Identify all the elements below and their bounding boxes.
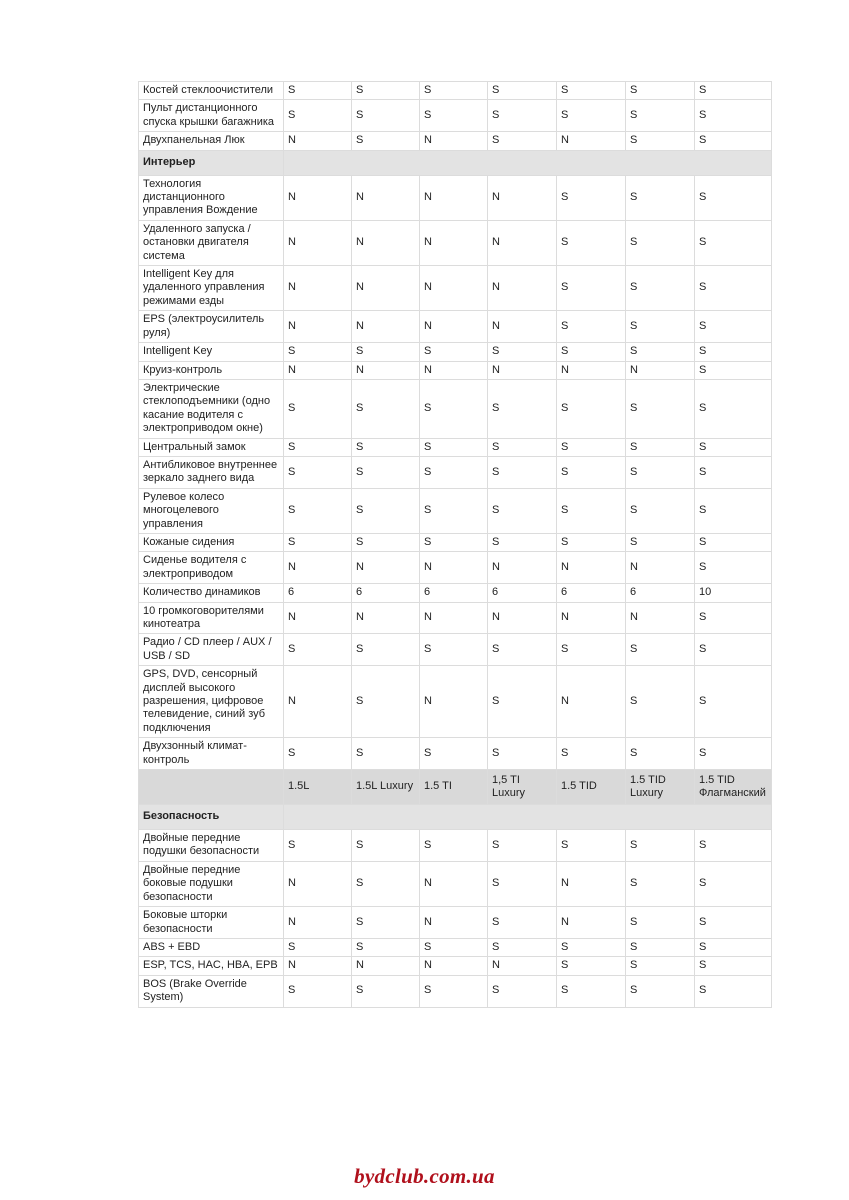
value-cell: S <box>352 533 420 551</box>
value-cell: S <box>695 634 772 666</box>
value-cell: S <box>626 438 695 456</box>
table-row <box>139 379 772 438</box>
value-cell: S <box>626 830 695 862</box>
value-cell: S <box>557 738 626 770</box>
value-cell: S <box>557 456 626 488</box>
feature-label: Антибликовое внутреннее зеркало заднего вида <box>139 456 284 488</box>
value-cell: S <box>488 82 557 100</box>
value-cell: S <box>557 488 626 533</box>
value-cell: S <box>695 666 772 738</box>
value-cell: N <box>420 666 488 738</box>
feature-label: GPS, DVD, сенсорный дисплей высокого разрешения, цифровое телевидение, синий зуб подключения <box>139 666 284 738</box>
value-cell: S <box>284 438 352 456</box>
value-cell: S <box>284 975 352 1007</box>
value-cell: S <box>420 82 488 100</box>
value-cell: N <box>420 957 488 975</box>
section-header-blank <box>284 150 772 175</box>
feature-label: Intelligent Key <box>139 343 284 361</box>
value-cell: N <box>557 132 626 150</box>
value-cell: N <box>420 220 488 265</box>
value-cell: S <box>626 907 695 939</box>
value-cell: S <box>626 738 695 770</box>
value-cell: S <box>626 379 695 438</box>
value-cell: N <box>557 907 626 939</box>
value-cell: S <box>557 266 626 311</box>
feature-label: Технология дистанционного управления Вождение <box>139 175 284 220</box>
table-row <box>139 82 772 100</box>
value-cell: S <box>695 975 772 1007</box>
value-cell: N <box>420 552 488 584</box>
table-row <box>139 907 772 939</box>
value-cell: S <box>695 488 772 533</box>
value-cell: N <box>557 861 626 906</box>
value-cell: S <box>284 379 352 438</box>
value-cell: N <box>488 552 557 584</box>
model-name-cell: 1,5 TI Luxury <box>488 770 557 805</box>
specification-table <box>138 81 772 1008</box>
table-row <box>139 343 772 361</box>
table-row <box>139 175 772 220</box>
value-cell: 6 <box>557 584 626 602</box>
value-cell: S <box>557 379 626 438</box>
value-cell: S <box>284 738 352 770</box>
value-cell: S <box>695 100 772 132</box>
feature-label: Центральный замок <box>139 438 284 456</box>
table-row <box>139 975 772 1007</box>
feature-label: Сиденье водителя с электроприводом <box>139 552 284 584</box>
value-cell: S <box>488 634 557 666</box>
feature-label: Радио / CD плеер / AUX / USB / SD <box>139 634 284 666</box>
value-cell: N <box>352 220 420 265</box>
value-cell: N <box>557 602 626 634</box>
value-cell: S <box>488 438 557 456</box>
value-cell: N <box>420 311 488 343</box>
value-cell: S <box>695 907 772 939</box>
table-row <box>139 132 772 150</box>
model-name-cell: 1.5 TID Luxury <box>626 770 695 805</box>
value-cell: S <box>284 533 352 551</box>
value-cell: S <box>695 311 772 343</box>
feature-label: Двойные передние боковые подушки безопасности <box>139 861 284 906</box>
section-header-row <box>139 805 772 830</box>
value-cell: N <box>284 552 352 584</box>
table-row <box>139 738 772 770</box>
value-cell: S <box>284 634 352 666</box>
value-cell: S <box>695 266 772 311</box>
value-cell: S <box>420 533 488 551</box>
value-cell: S <box>557 438 626 456</box>
value-cell: S <box>488 830 557 862</box>
value-cell: 6 <box>284 584 352 602</box>
value-cell: S <box>284 456 352 488</box>
value-cell: S <box>695 132 772 150</box>
value-cell: S <box>695 438 772 456</box>
feature-label: 10 громкоговорителями кинотеатра <box>139 602 284 634</box>
value-cell: S <box>420 938 488 956</box>
feature-label: EPS (электроусилитель руля) <box>139 311 284 343</box>
value-cell: S <box>420 379 488 438</box>
value-cell: S <box>488 379 557 438</box>
feature-label: Пульт дистанционного спуска крышки багажника <box>139 100 284 132</box>
value-cell: S <box>557 938 626 956</box>
model-name-cell: 1.5L Luxury <box>352 770 420 805</box>
value-cell: S <box>695 938 772 956</box>
specification-table-body <box>139 82 772 1008</box>
value-cell: S <box>420 100 488 132</box>
value-cell: S <box>626 311 695 343</box>
value-cell: S <box>626 957 695 975</box>
feature-label: Круиз-контроль <box>139 361 284 379</box>
value-cell: 6 <box>488 584 557 602</box>
value-cell: N <box>284 861 352 906</box>
table-row <box>139 666 772 738</box>
value-cell: N <box>352 552 420 584</box>
value-cell: S <box>488 666 557 738</box>
table-row <box>139 220 772 265</box>
value-cell: S <box>695 343 772 361</box>
value-cell: S <box>488 738 557 770</box>
value-cell: S <box>420 343 488 361</box>
feature-label: Удаленного запуска / остановки двигателя система <box>139 220 284 265</box>
value-cell: N <box>420 175 488 220</box>
value-cell: S <box>626 456 695 488</box>
value-cell: S <box>420 738 488 770</box>
value-cell: S <box>488 907 557 939</box>
value-cell: 6 <box>420 584 488 602</box>
value-cell: S <box>557 100 626 132</box>
value-cell: S <box>695 552 772 584</box>
table-row <box>139 938 772 956</box>
value-cell: N <box>284 602 352 634</box>
footer-site-name: bydclub.com.ua <box>354 1164 495 1188</box>
value-cell: S <box>488 132 557 150</box>
value-cell: S <box>695 957 772 975</box>
value-cell: S <box>695 830 772 862</box>
value-cell: S <box>352 861 420 906</box>
value-cell: S <box>284 100 352 132</box>
section-title: Интерьер <box>139 150 284 175</box>
value-cell: S <box>352 975 420 1007</box>
value-cell: N <box>488 361 557 379</box>
table-row <box>139 602 772 634</box>
value-cell: N <box>352 266 420 311</box>
model-name-cell: 1.5 TI <box>420 770 488 805</box>
value-cell: S <box>557 830 626 862</box>
feature-label: ESP, TCS, HAC, HBA, EPB <box>139 957 284 975</box>
value-cell: S <box>626 82 695 100</box>
table-row <box>139 584 772 602</box>
value-cell: S <box>626 266 695 311</box>
value-cell: S <box>352 666 420 738</box>
feature-label: Двухпанельная Люк <box>139 132 284 150</box>
value-cell: N <box>488 220 557 265</box>
table-row <box>139 533 772 551</box>
value-cell: 10 <box>695 584 772 602</box>
table-row <box>139 830 772 862</box>
value-cell: N <box>352 175 420 220</box>
table-row <box>139 456 772 488</box>
feature-label: ABS + EBD <box>139 938 284 956</box>
value-cell: S <box>695 379 772 438</box>
value-cell: S <box>352 907 420 939</box>
value-cell: S <box>695 602 772 634</box>
value-cell: S <box>626 343 695 361</box>
feature-label: Электрические стеклоподъемники (одно касание водителя с электроприводом окне) <box>139 379 284 438</box>
value-cell: S <box>352 456 420 488</box>
table-row <box>139 861 772 906</box>
model-name-cell: 1.5L <box>284 770 352 805</box>
value-cell: S <box>626 634 695 666</box>
value-cell: S <box>284 830 352 862</box>
value-cell: N <box>420 132 488 150</box>
value-cell: S <box>352 343 420 361</box>
table-row <box>139 957 772 975</box>
value-cell: S <box>557 533 626 551</box>
value-cell: S <box>284 938 352 956</box>
feature-label: Количество динамиков <box>139 584 284 602</box>
value-cell: S <box>557 975 626 1007</box>
value-cell: S <box>352 100 420 132</box>
value-cell: S <box>557 634 626 666</box>
value-cell: N <box>284 311 352 343</box>
value-cell: S <box>626 861 695 906</box>
value-cell: S <box>626 488 695 533</box>
value-cell: S <box>352 738 420 770</box>
value-cell: S <box>420 634 488 666</box>
value-cell: N <box>488 602 557 634</box>
feature-label: Двухзонный климат-контроль <box>139 738 284 770</box>
value-cell: N <box>488 175 557 220</box>
section-header-blank <box>284 805 772 830</box>
value-cell: N <box>352 957 420 975</box>
value-cell: S <box>695 175 772 220</box>
value-cell: S <box>420 456 488 488</box>
table-row <box>139 488 772 533</box>
value-cell: S <box>420 438 488 456</box>
value-cell: S <box>557 957 626 975</box>
value-cell: S <box>695 220 772 265</box>
value-cell: N <box>284 266 352 311</box>
value-cell: S <box>626 533 695 551</box>
table-row <box>139 634 772 666</box>
value-cell: N <box>488 957 557 975</box>
value-cell: S <box>626 666 695 738</box>
model-header-blank <box>139 770 284 805</box>
feature-label: Кожаные сидения <box>139 533 284 551</box>
value-cell: 6 <box>352 584 420 602</box>
value-cell: N <box>284 220 352 265</box>
value-cell: N <box>420 361 488 379</box>
value-cell: N <box>420 602 488 634</box>
value-cell: S <box>488 100 557 132</box>
value-cell: S <box>695 82 772 100</box>
model-name-cell: 1.5 TID <box>557 770 626 805</box>
value-cell: S <box>352 634 420 666</box>
section-header-row <box>139 150 772 175</box>
model-name-cell: 1.5 TID Флагманский <box>695 770 772 805</box>
value-cell: S <box>695 533 772 551</box>
table-row <box>139 361 772 379</box>
value-cell: N <box>284 907 352 939</box>
value-cell: S <box>626 100 695 132</box>
value-cell: S <box>352 488 420 533</box>
value-cell: S <box>557 175 626 220</box>
table-row <box>139 438 772 456</box>
value-cell: S <box>352 132 420 150</box>
value-cell: N <box>488 311 557 343</box>
value-cell: N <box>420 861 488 906</box>
model-header-row <box>139 770 772 805</box>
value-cell: N <box>284 666 352 738</box>
value-cell: S <box>420 975 488 1007</box>
feature-label: Костей стеклоочистители <box>139 82 284 100</box>
value-cell: S <box>284 343 352 361</box>
value-cell: N <box>557 361 626 379</box>
value-cell: N <box>626 602 695 634</box>
value-cell: S <box>352 830 420 862</box>
value-cell: S <box>352 379 420 438</box>
value-cell: S <box>420 488 488 533</box>
value-cell: S <box>557 311 626 343</box>
value-cell: N <box>420 907 488 939</box>
value-cell: S <box>488 488 557 533</box>
value-cell: S <box>284 82 352 100</box>
value-cell: S <box>488 975 557 1007</box>
value-cell: N <box>557 666 626 738</box>
value-cell: S <box>488 456 557 488</box>
value-cell: N <box>284 361 352 379</box>
value-cell: N <box>626 552 695 584</box>
table-row <box>139 100 772 132</box>
value-cell: S <box>695 361 772 379</box>
value-cell: S <box>626 132 695 150</box>
feature-label: BOS (Brake Override System) <box>139 975 284 1007</box>
feature-label: Двойные передние подушки безопасности <box>139 830 284 862</box>
value-cell: N <box>420 266 488 311</box>
value-cell: S <box>420 830 488 862</box>
table-row <box>139 311 772 343</box>
table-row <box>139 266 772 311</box>
value-cell: S <box>695 738 772 770</box>
value-cell: N <box>284 175 352 220</box>
value-cell: N <box>284 957 352 975</box>
value-cell: S <box>488 533 557 551</box>
value-cell: N <box>284 132 352 150</box>
value-cell: S <box>557 220 626 265</box>
value-cell: S <box>626 220 695 265</box>
value-cell: S <box>352 938 420 956</box>
value-cell: N <box>352 602 420 634</box>
value-cell: S <box>284 488 352 533</box>
value-cell: S <box>352 82 420 100</box>
table-row <box>139 552 772 584</box>
value-cell: N <box>352 361 420 379</box>
value-cell: N <box>352 311 420 343</box>
feature-label: Intelligent Key для удаленного управления режимами езды <box>139 266 284 311</box>
value-cell: 6 <box>626 584 695 602</box>
value-cell: S <box>488 343 557 361</box>
value-cell: N <box>557 552 626 584</box>
value-cell: N <box>626 361 695 379</box>
value-cell: S <box>626 975 695 1007</box>
feature-label: Боковые шторки безопасности <box>139 907 284 939</box>
value-cell: S <box>488 861 557 906</box>
value-cell: S <box>352 438 420 456</box>
section-title: Безопасность <box>139 805 284 830</box>
feature-label: Рулевое колесо многоцелевого управления <box>139 488 284 533</box>
value-cell: S <box>557 343 626 361</box>
value-cell: N <box>488 266 557 311</box>
value-cell: S <box>695 456 772 488</box>
value-cell: S <box>626 175 695 220</box>
value-cell: S <box>626 938 695 956</box>
value-cell: S <box>695 861 772 906</box>
value-cell: S <box>557 82 626 100</box>
value-cell: S <box>488 938 557 956</box>
